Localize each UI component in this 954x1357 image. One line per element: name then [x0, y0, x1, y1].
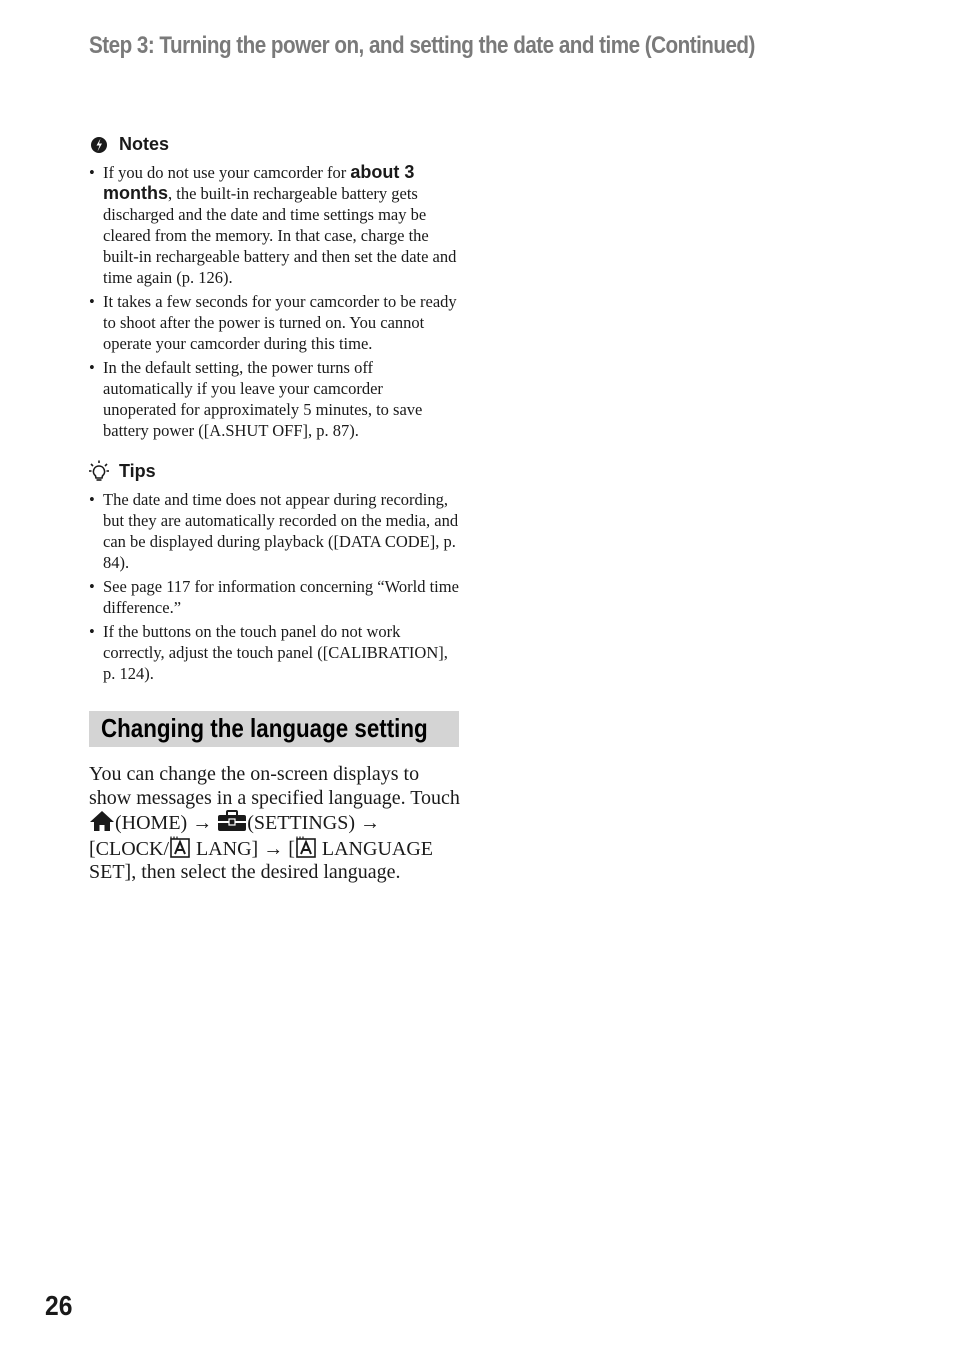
- notes-heading: [89, 132, 459, 156]
- notes-list: [89, 162, 459, 441]
- tips-heading-label: Tips: [119, 460, 156, 481]
- language-set-prefix: [: [288, 837, 295, 860]
- home-icon: [89, 810, 115, 832]
- list-item: [89, 357, 459, 441]
- language-icon: [295, 836, 317, 858]
- language-set-suffix: LANGUAGE SET], then select the desired language.: [89, 837, 433, 884]
- page-number: 26: [45, 1290, 73, 1321]
- list-item: [89, 621, 459, 684]
- language-intro-text: You can change the on-screen displays to show messages in a specified language.: [89, 763, 420, 809]
- note-emphasis: about 3 months: [103, 162, 415, 203]
- list-item: [89, 576, 459, 618]
- tips-list: [89, 489, 459, 684]
- language-instructions: [89, 763, 464, 885]
- list-item: [89, 162, 459, 288]
- note-text: If you do not use your camcorder for: [103, 163, 351, 182]
- language-section-heading-bar: [89, 711, 459, 747]
- tips-heading: [89, 459, 459, 483]
- home-label: (HOME): [115, 812, 188, 835]
- clock-lang-suffix: LANG]: [191, 837, 259, 860]
- list-item: [89, 489, 459, 573]
- lightbulb-icon: [89, 460, 111, 482]
- page-header-title: Step 3: Turning the power on, and setting the date and time (Continued): [89, 32, 755, 59]
- list-item: [89, 291, 459, 354]
- note-text: In the default setting, the power turns off automatically if you leave your camcorder unoperated for approximately 5 minutes, to save battery power ([A.SHUT OFF], p. 87).: [103, 358, 423, 440]
- settings-label: (SETTINGS): [247, 812, 355, 835]
- notes-icon: [89, 133, 111, 155]
- notes-section: [89, 132, 459, 444]
- tip-text: The date and time does not appear during recording, but they are automatically recorded on the media, and can be displayed during playback ([DATA CODE], p. 84).: [103, 490, 459, 572]
- notes-heading-label: Notes: [119, 133, 170, 154]
- tips-section: [89, 459, 459, 687]
- arrow-text: →: [359, 812, 380, 835]
- touch-text: Touch: [410, 786, 460, 809]
- note-text: It takes a few seconds for your camcorder to be ready to shoot after the power is turned on. You cannot operate your camcorder during this time.: [103, 292, 457, 353]
- note-text: , the built-in rechargeable battery gets discharged and the date and time settings may be cleared from the memory. In that case, charge the built-in rechargeable battery and then set the date and time again (p. 126).: [103, 184, 457, 287]
- arrow-text: →: [263, 837, 284, 860]
- toolbox-icon: [217, 810, 247, 832]
- arrow-text: →: [192, 812, 213, 835]
- tip-text: See page 117 for information concerning “World time difference.”: [103, 577, 459, 617]
- language-section-heading: Changing the language setting: [101, 713, 428, 743]
- clock-lang-prefix: [CLOCK/: [89, 837, 169, 860]
- language-icon: [169, 836, 191, 858]
- tip-text: If the buttons on the touch panel do not work correctly, adjust the touch panel ([CALIBRATION], p. 124).: [103, 622, 448, 683]
